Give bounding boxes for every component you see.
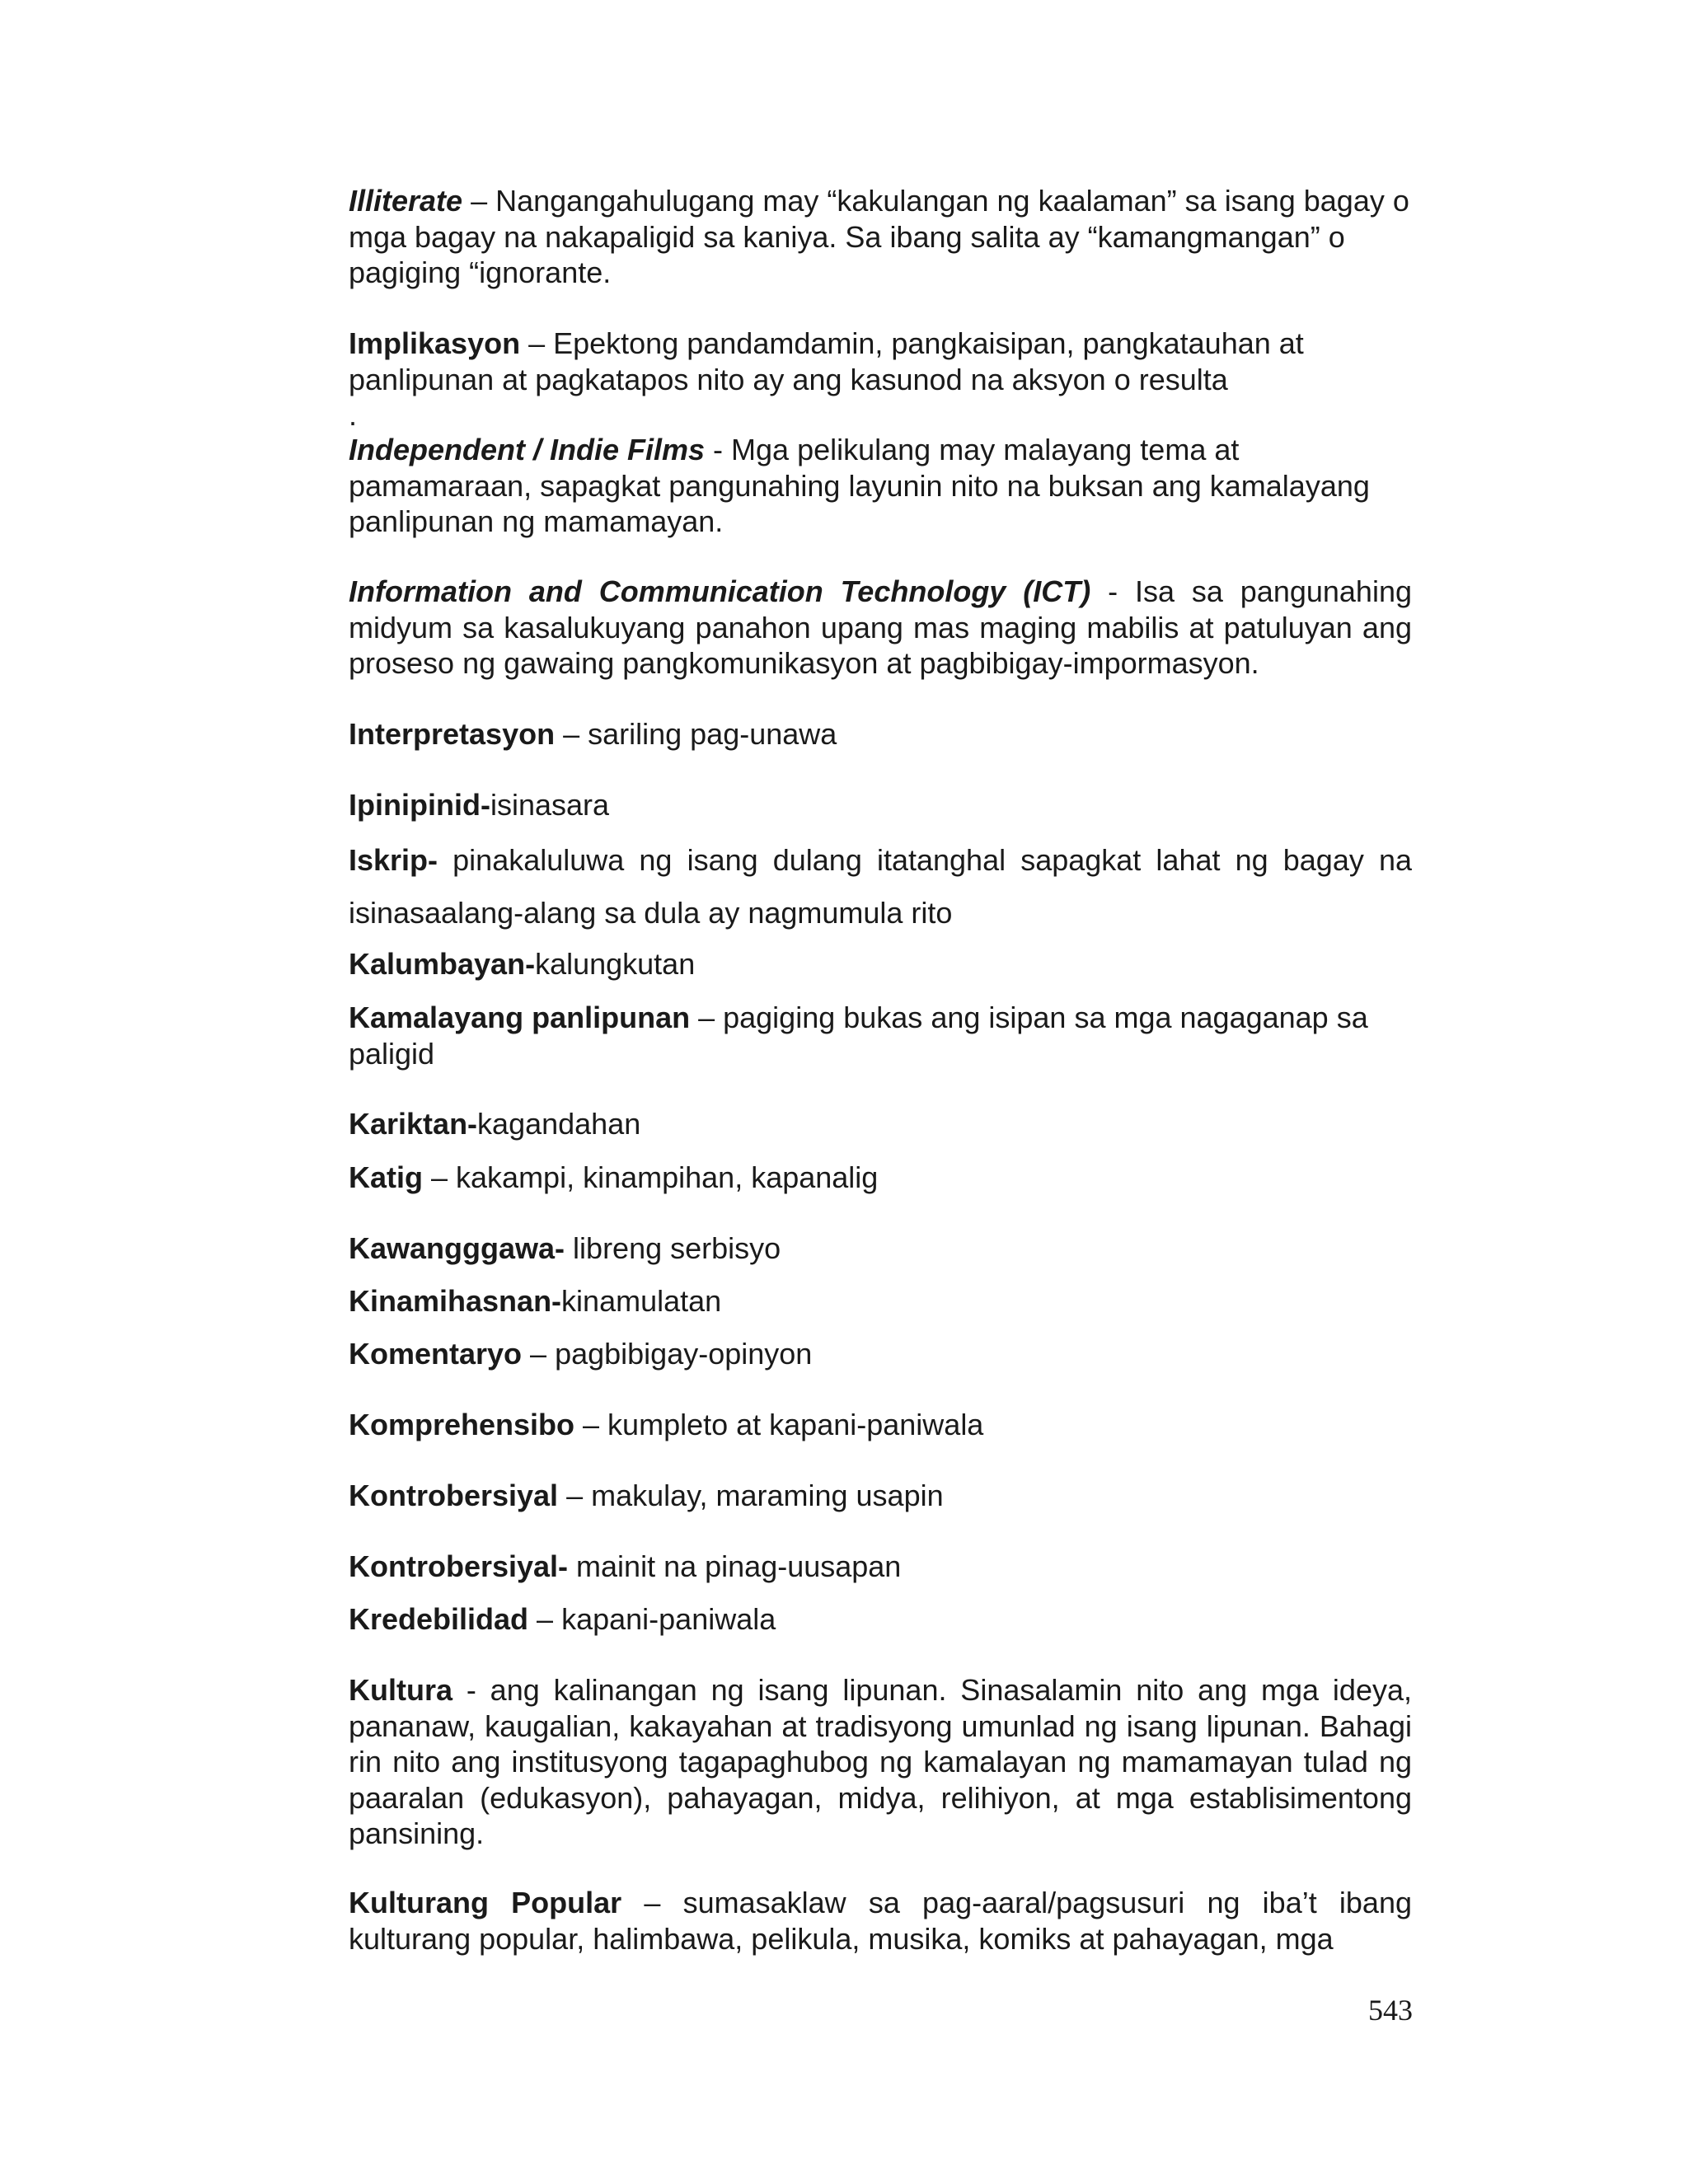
entry-term: Independent / Indie Films	[349, 433, 706, 466]
entry-definition: – sariling pag-unawa	[555, 717, 837, 751]
entry-term: Komprehensibo	[349, 1408, 575, 1441]
entry-definition: libreng serbisyo	[565, 1231, 781, 1265]
entry-term: Interpretasyon	[349, 717, 556, 751]
glossary-entry-komentaryo	[349, 1336, 1412, 1372]
entry-definition: – Epektong pandamdamin, pangkaisipan, pangkatauhan at panlipunan at pagkatapos nito ay ang kasunod na aksyon o resulta	[349, 326, 1304, 396]
entry-term: Komentaryo	[349, 1337, 523, 1371]
entry-definition: – kumpleto at kapani-paniwala	[574, 1408, 984, 1441]
entry-definition: mainit na pinag-uusapan	[568, 1549, 902, 1583]
entry-term: Information and Communication Technology (ICT)	[349, 574, 1091, 608]
entry-definition: kalungkutan	[535, 947, 696, 981]
entry-term: Kamalayang panlipunan	[349, 1001, 691, 1034]
entry-definition: – pagbibigay-opinyon	[522, 1337, 813, 1371]
entry-definition: isinasara	[490, 788, 610, 822]
entry-term: Kulturang Popular	[349, 1886, 622, 1919]
glossary-entry-kultura	[349, 1672, 1412, 1852]
glossary-entry-iskrip	[349, 834, 1412, 940]
glossary-entry-kontrobersiyal-2	[349, 1549, 1412, 1585]
entry-definition: – makulay, maraming usapin	[558, 1479, 944, 1512]
entry-term: Kontrobersiyal	[349, 1479, 559, 1512]
entry-term: Katig	[349, 1160, 423, 1194]
entry-term: Illiterate	[349, 184, 463, 218]
entry-term: Kontrobersiyal-	[349, 1549, 569, 1583]
entry-definition: .	[349, 398, 358, 432]
entry-definition: pinakaluluwa ng isang dulang itatanghal sapagkat lahat ng bagay na isinasaalang-alang sa dula ay nagmumula rito	[349, 843, 1412, 930]
entry-term: Kariktan-	[349, 1107, 478, 1141]
glossary-entry-kariktan	[349, 1106, 1412, 1142]
glossary-entry-interpretasyon	[349, 716, 1412, 752]
entry-term: Iskrip-	[349, 843, 438, 877]
entry-definition: – kakampi, kinampihan, kapanalig	[423, 1160, 879, 1194]
entry-definition: – Nangangahulugang may “kakulangan ng kaalaman” sa isang bagay o mga bagay na nakapaligid sa kaniya. Sa ibang salita ay “kamangmangan” o pagiging “ignorante.	[349, 184, 1409, 289]
entry-definition: - Isa sa pangunahing midyum sa kasalukuyang panahon upang mas maging mabilis at patuluyan ang proseso ng gawaing pangkomunikasyon at pagbibigay-impormasyon.	[349, 574, 1412, 680]
glossary-entry-ipinipinid	[349, 787, 1412, 823]
glossary-entry-katig	[349, 1160, 1412, 1196]
entry-definition: kagandahan	[477, 1107, 641, 1141]
entry-term: Ipinipinid-	[349, 788, 490, 822]
entry-definition: – sumasaklaw sa pag-aaral/pagsusuri ng iba’t ibang kulturang popular, halimbawa, pelikula, musika, komiks at pahayagan, mga	[349, 1886, 1412, 1956]
glossary-entry-kawanggawa	[349, 1230, 1412, 1267]
entry-definition: kinamulatan	[561, 1284, 722, 1318]
entry-definition: – pagiging bukas ang isipan sa mga nagaganap sa paligid	[349, 1001, 1368, 1071]
entry-term: Kultura	[349, 1673, 452, 1707]
glossary-entry-indie-films	[349, 432, 1412, 540]
glossary-entry-ict	[349, 574, 1412, 682]
glossary-entry-kalumbayan	[349, 946, 1412, 982]
glossary-entry-kontrobersiyal-1	[349, 1478, 1412, 1514]
glossary-entry-kredebilidad	[349, 1601, 1412, 1638]
entry-definition: - ang kalinangan ng isang lipunan. Sinasalamin nito ang mga ideya, pananaw, kaugalian, kakayahan at tradisyong umunlad ng isang lipunan. Bahagi rin nito ang institusyong tagapaghubog ng kamalayan ng mamamayan tulad ng paaralan (edukasyon), pahayagan, midya, relihiyon, at mga establisimentong pansining.	[349, 1673, 1412, 1850]
page-number: 543	[1368, 1994, 1413, 2027]
glossary-entry-kulturang-popular	[349, 1885, 1412, 1957]
glossary-entry-kamalayang-panlipunan	[349, 1000, 1412, 1071]
glossary-entry-illiterate	[349, 183, 1412, 291]
stray-period	[349, 397, 1412, 434]
glossary-entry-kinamihasnan	[349, 1283, 1412, 1319]
entry-term: Kinamihasnan-	[349, 1284, 562, 1318]
entry-term: Implikasyon	[349, 326, 521, 360]
glossary-entry-komprehensibo	[349, 1407, 1412, 1443]
entry-term: Kredebilidad	[349, 1602, 529, 1636]
glossary-entry-implikasyon	[349, 326, 1412, 397]
entry-term: Kawangggawa-	[349, 1231, 565, 1265]
entry-definition: - Mga pelikulang may malayang tema at pamamaraan, sapagkat pangunahing layunin nito na buksan ang kamalayang panlipunan ng mamamayan.	[349, 433, 1370, 538]
entry-term: Kalumbayan-	[349, 947, 536, 981]
entry-definition: – kapani-paniwala	[528, 1602, 776, 1636]
